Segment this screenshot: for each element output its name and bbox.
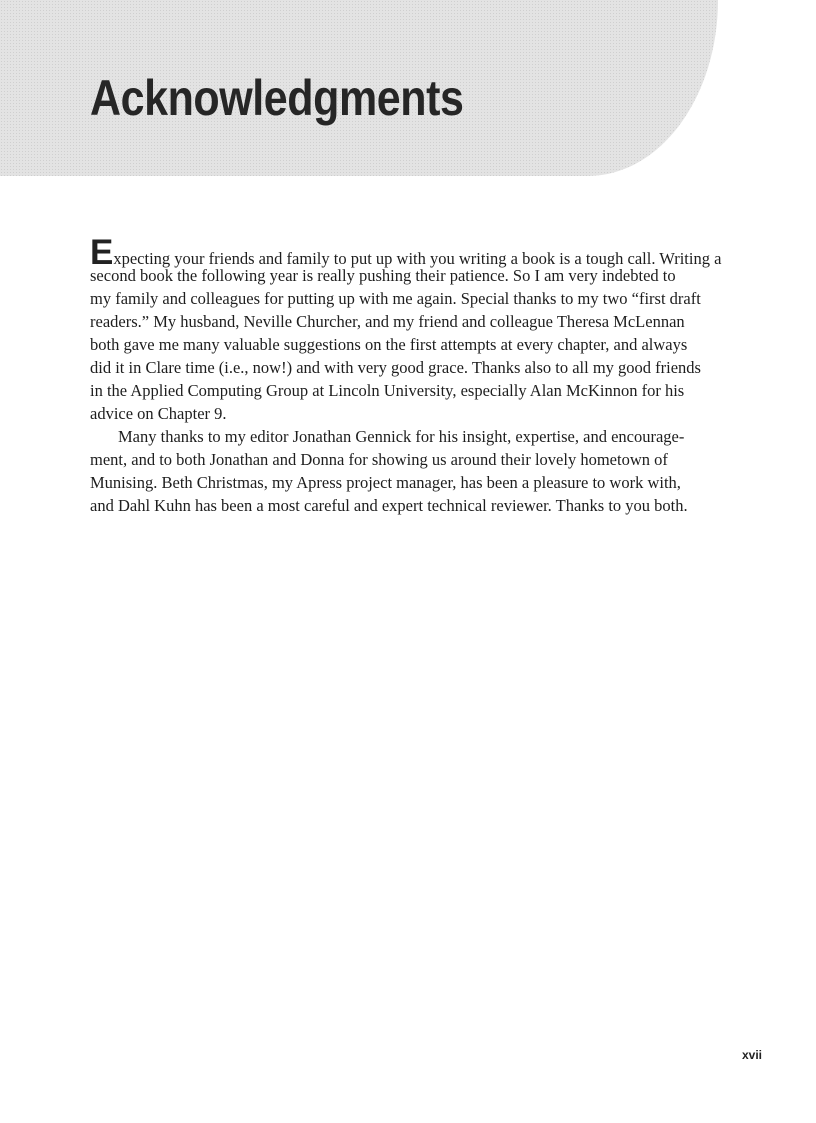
line-text: xpecting your friends and family to put up with you writing a book is a tough call. Writing a <box>113 249 722 268</box>
paragraph-line-8: advice on Chapter 9. <box>90 404 227 423</box>
drop-cap: E <box>90 233 114 272</box>
chapter-title: Acknowledgments <box>90 70 464 126</box>
paragraph-line-1 <box>90 233 740 272</box>
paragraph-line-9: Many thanks to my editor Jonathan Gennick for his insight, expertise, and encourage- <box>118 427 685 446</box>
paragraph-line-2: second book the following year is really pushing their patience. So I am very indebted to <box>90 266 676 285</box>
paragraph-line-10: ment, and to both Jonathan and Donna for showing us around their lovely hometown of <box>90 450 668 469</box>
paragraph-line-6: did it in Clare time (i.e., now!) and with very good grace. Thanks also to all my good friends <box>90 358 701 377</box>
paragraph-line-11: Munising. Beth Christmas, my Apress project manager, has been a pleasure to work with, <box>90 473 681 492</box>
paragraph-line-7: in the Applied Computing Group at Lincoln University, especially Alan McKinnon for his <box>90 381 685 400</box>
paragraph-line-4: readers.” My husband, Neville Churcher, and my friend and colleague Theresa McLennan <box>90 312 685 331</box>
paragraph-line-12: and Dahl Kuhn has been a most careful and expert technical reviewer. Thanks to you both. <box>90 496 688 515</box>
acknowledgments-body <box>90 233 740 517</box>
page-number: xvii <box>741 1048 762 1062</box>
paragraph-line-5: both gave me many valuable suggestions on the first attempts at every chapter, and always <box>90 335 688 354</box>
paragraph-line-3: my family and colleagues for putting up with me again. Special thanks to my two “first draft <box>90 289 701 308</box>
